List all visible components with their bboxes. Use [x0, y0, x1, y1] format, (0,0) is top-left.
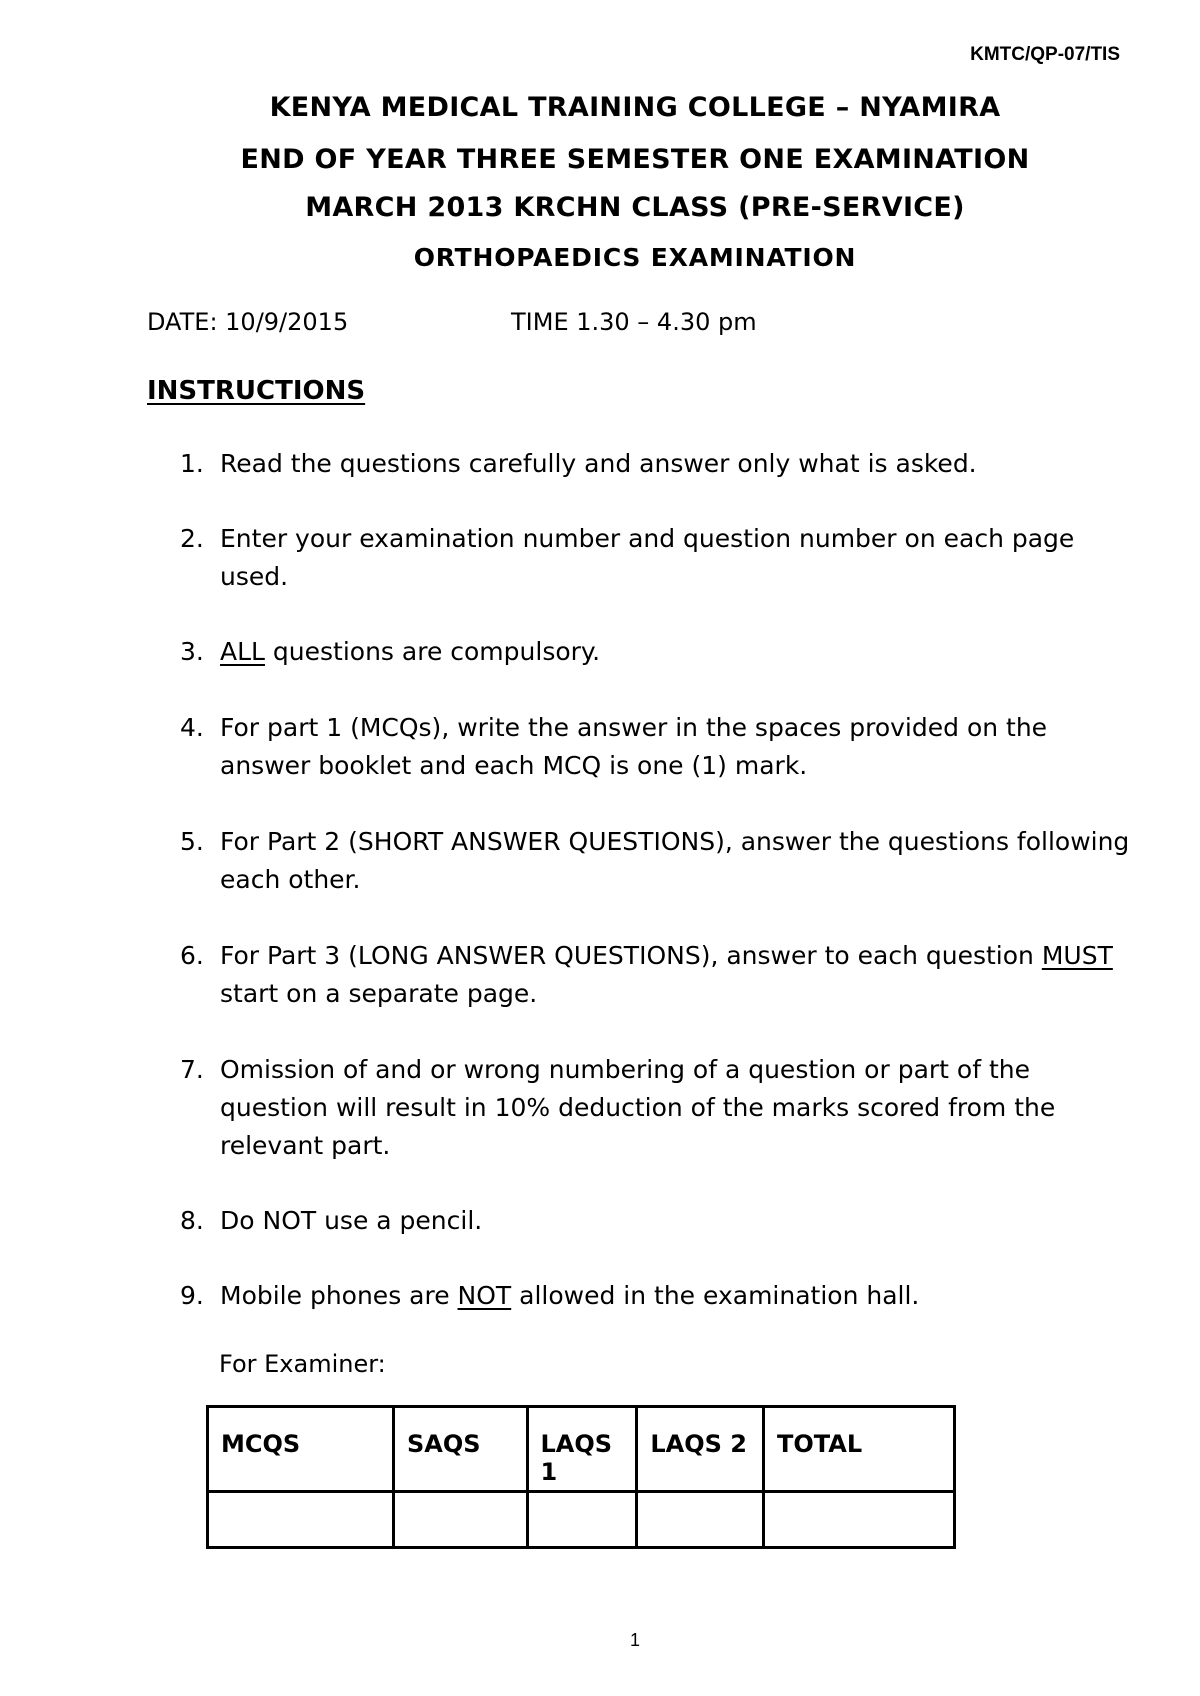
instructions-heading: INSTRUCTIONS — [147, 376, 366, 406]
instruction-item — [180, 709, 1140, 785]
exam-title: END OF YEAR THREE SEMESTER ONE EXAMINATION — [240, 144, 1030, 175]
marks-cell-laqs1[interactable] — [527, 1492, 637, 1548]
instruction-number: 3. — [180, 637, 204, 666]
for-examiner-label: For Examiner: — [219, 1350, 386, 1378]
instruction-number: 2. — [180, 524, 204, 553]
marks-header-laqs2: LAQS 2 — [637, 1407, 764, 1492]
instruction-text: Enter your examination number and question number on each page used. — [220, 524, 1075, 591]
marks-header-laqs1: LAQS 1 — [527, 1407, 637, 1492]
instruction-text: Read the questions carefully and answer only what is asked. — [220, 449, 977, 478]
instruction-item — [180, 445, 1140, 483]
subject-title: ORTHOPAEDICS EXAMINATION — [413, 243, 857, 272]
instruction-text — [220, 1277, 1140, 1315]
college-title: KENYA MEDICAL TRAINING COLLEGE – NYAMIRA — [269, 92, 1001, 123]
emphasis-text: MUST — [1041, 941, 1113, 970]
instruction-text — [220, 937, 1140, 1013]
instruction-item — [180, 1051, 1140, 1165]
instruction-item — [180, 1277, 1140, 1315]
instruction-number: 9. — [180, 1281, 204, 1310]
instruction-item — [180, 937, 1140, 1013]
instruction-text-before: Mobile phones are — [220, 1281, 458, 1310]
marks-header-mcqs: MCQS — [208, 1407, 394, 1492]
instruction-text: Do NOT use a pencil. — [220, 1206, 483, 1235]
instruction-number: 1. — [180, 449, 204, 478]
marks-entry-row — [208, 1492, 955, 1548]
instruction-number: 5. — [180, 827, 204, 856]
instruction-text: For Part 2 (SHORT ANSWER QUESTIONS), answer the questions following each other. — [220, 827, 1130, 894]
instruction-text-after: questions are compulsory. — [264, 637, 601, 666]
instruction-number: 4. — [180, 713, 204, 742]
instruction-text — [220, 633, 1140, 671]
emphasis-text: ALL — [220, 637, 265, 666]
instruction-text: For part 1 (MCQs), write the answer in the spaces provided on the answer booklet and each MCQ is one (1) mark. — [220, 713, 1048, 780]
emphasis-text: NOT — [457, 1281, 512, 1310]
document-code: KMTC/QP-07/TIS — [970, 44, 1120, 65]
marks-cell-saqs[interactable] — [393, 1492, 527, 1548]
instruction-item — [180, 1202, 1140, 1240]
instruction-text-before: For Part 3 (LONG ANSWER QUESTIONS), answer to each question — [220, 941, 1042, 970]
marks-cell-mcqs[interactable] — [208, 1492, 394, 1548]
marks-cell-total[interactable] — [763, 1492, 954, 1548]
instruction-item — [180, 823, 1140, 899]
page-number: 1 — [629, 1630, 640, 1650]
marks-cell-laqs2[interactable] — [637, 1492, 764, 1548]
instruction-text-after: allowed in the examination hall. — [511, 1281, 920, 1310]
exam-time: TIME 1.30 – 4.30 pm — [511, 308, 757, 336]
marks-table — [206, 1405, 956, 1549]
marks-header-saqs: SAQS — [393, 1407, 527, 1492]
instruction-number: 8. — [180, 1206, 204, 1235]
instruction-text-after: start on a separate page. — [220, 979, 538, 1008]
instruction-text: Omission of and or wrong numbering of a question or part of the question will result in 10% deduction of the marks scored from the relevant part. — [220, 1055, 1056, 1160]
marks-header-total: TOTAL — [763, 1407, 954, 1492]
session-title: MARCH 2013 KRCHN CLASS (PRE-SERVICE) — [305, 192, 965, 223]
marks-header-row — [208, 1407, 955, 1492]
instruction-item — [180, 520, 1140, 596]
instruction-number: 7. — [180, 1055, 204, 1084]
instruction-number: 6. — [180, 941, 204, 970]
instruction-item — [180, 633, 1140, 671]
exam-date: DATE: 10/9/2015 — [147, 308, 349, 336]
